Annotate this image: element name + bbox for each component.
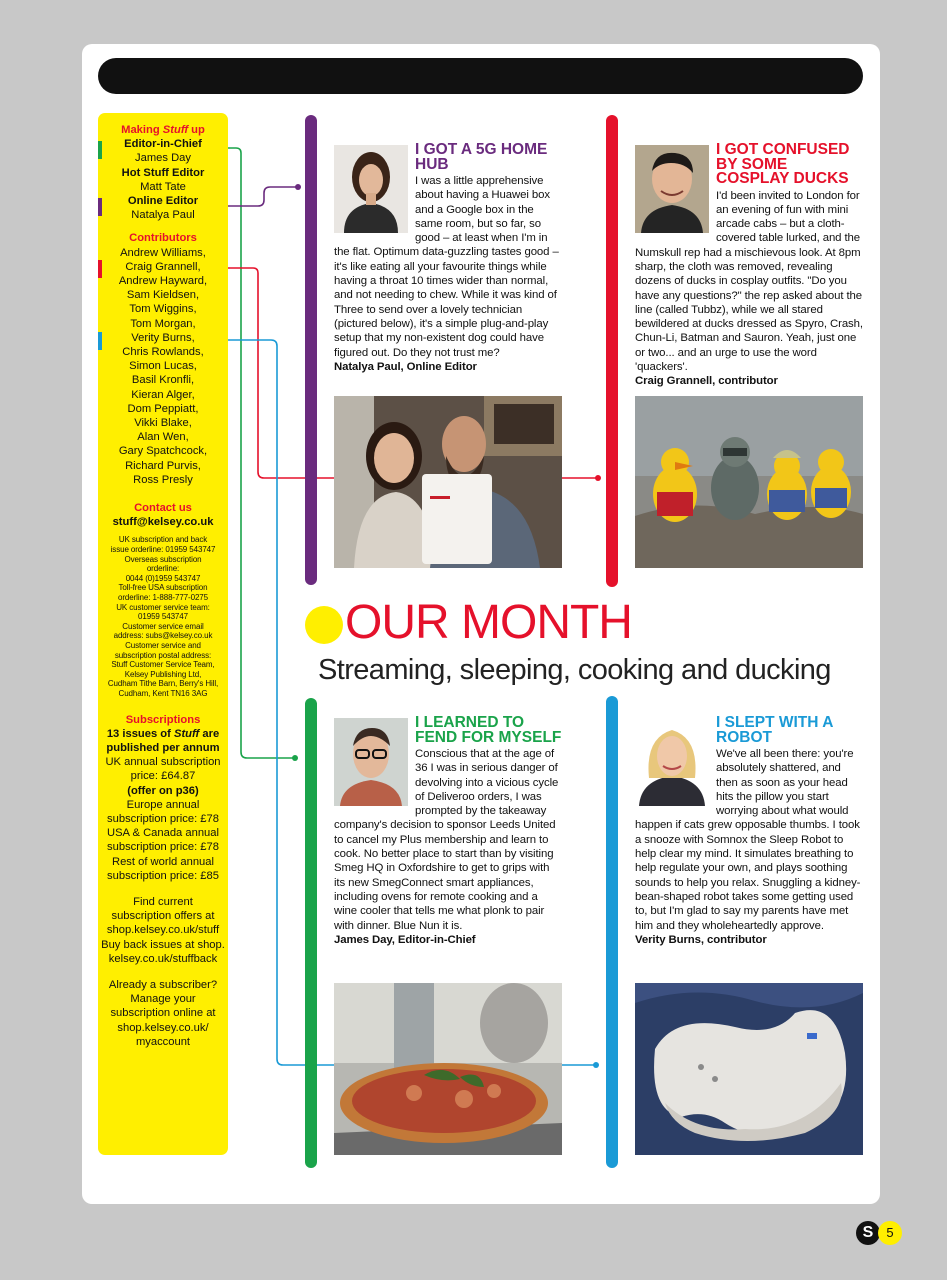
online-editor-title: Online Editor xyxy=(127,195,199,208)
already-subscriber-text: Already a subscriber? Manage your subscription online at shop.kelsey.co.uk/ myaccount xyxy=(108,979,218,1048)
green-column-bar xyxy=(305,698,317,1168)
subs-international-prices: Europe annual subscription price: £78 USA & Canada annual subscription price: £78 Rest of world annual subscription price: £85 xyxy=(107,798,219,882)
contributors-list: Andrew Williams, Craig Grannell, Andrew Hayward, Sam Kieldsen, Tom Wiggins, Tom Morgan, Verity Burns, Chris Rowlands, Simon Lucas, Basil Kronfli, Kieran Alger, Dom Peppiatt, Vikki Blake, Alan Wen, Gary Spatchcock, Richard Purvis, Ross Presly xyxy=(118,246,208,486)
subs-offer: (offer on p36) xyxy=(127,784,199,797)
masthead-sidebar xyxy=(98,113,228,1155)
article-body: We've all been there: you're absolutely shattered, and then as soon as your head hits the pillow you start worrying about what would happen if cats grew opposable thumbs. I took a snooze with Somnox the Sleep Robot to help clear my mind. It simulates breathing to help regulate your own, and plays soothing sounds to help you relax. Snuggling a kidney-bean-shaped robot takes some getting used to, but I'm glad to say my parents have met him and they wholeheartedly approve. xyxy=(635,748,861,932)
contact-heading: Contact us xyxy=(134,502,192,515)
blue-tab-marker xyxy=(98,332,102,350)
craig-portrait xyxy=(635,145,709,233)
article-title: I SLEPT WITH A ROBOT xyxy=(716,714,833,746)
article-body: I'd been invited to London for an evening of fun with mini arcade cabs – but a cloth-covered table lurked, and the Numskull rep had a mischievous look. At 8pm sharp, the cloth was removed, revealing dozens of ducks in cosplay outfits. "Do you have any questions?" the rep asked about the line (called Tubbz), while we all stared bewildered at ducks dressed as Spyro, Crash, Chun-Li, Batman and Sauron. Yeah, just one or two... and an urge to use the word 'quackers'. xyxy=(635,189,863,374)
purple-column-bar xyxy=(305,115,317,585)
article-learned-to-fend xyxy=(334,716,562,947)
page-number-badge: 5 xyxy=(878,1221,902,1245)
online-editor-name: Natalya Paul xyxy=(131,209,195,222)
pizza-photo xyxy=(334,983,562,1155)
subs-issues-line: 13 issues of Stuff are xyxy=(106,727,220,740)
article-byline: Craig Grannell, contributor xyxy=(635,375,778,388)
article-title: I GOT CONFUSED BY SOME COSPLAY DUCKS xyxy=(716,141,850,187)
sleep-robot-photo xyxy=(635,983,863,1155)
article-byline: Verity Burns, contributor xyxy=(635,933,767,946)
subscriptions-heading: Subscriptions xyxy=(125,713,201,726)
article-cosplay-ducks xyxy=(635,143,863,389)
james-portrait xyxy=(334,718,408,806)
contact-small-print: UK subscription and back issue orderline: 01959 543747 Overseas subscription orderline: 0044 (0)1959 543747 Toll-free USA subscription orderline: 1-888-777-0275 UK customer service team: 01959 543747 Customer service email address: subs@kelsey.co.uk Customer service and subscription postal address: Stuff Customer Service Team, Kelsey Publishing Ltd, Cudham Tithe Barn, Berry's Hill, Cudham, Kent TN16 3AG xyxy=(107,535,219,698)
section-title: OUR MONTH xyxy=(345,596,632,649)
red-column-bar xyxy=(606,115,618,587)
article-5g-home-hub xyxy=(334,143,562,374)
selfie-with-5g-hub-photo xyxy=(334,396,562,568)
purple-tab-marker xyxy=(98,198,102,216)
contact-email[interactable]: stuff@kelsey.co.uk xyxy=(112,516,214,529)
green-tab-marker xyxy=(98,141,102,159)
section-subtitle: Streaming, sleeping, cooking and ducking xyxy=(318,654,831,686)
hot-stuff-editor-title: Hot Stuff Editor xyxy=(121,166,205,179)
article-slept-with-robot xyxy=(635,716,863,947)
making-stuff-up-heading: Making Stuff up xyxy=(121,124,205,136)
verity-portrait xyxy=(635,718,709,806)
article-body: Conscious that at the age of 36 I was in serious danger of devolving into a vicious cycle of Deliveroo orders, I was prompted by the takeaway company's decision to sponsor Leeds United to cancel my Plus membership and learn to cook. No better place to start than by visiting Smeg HQ in Oxfordshire to get to grips with its new SmegConnect smart appliances, including ovens for remote cooking and a wine cooler that tells me what plonk to pair with dinner. Blue Nun it is. xyxy=(334,748,559,932)
top-banner-bar xyxy=(98,58,863,94)
article-title: I GOT A 5G HOME HUB xyxy=(415,141,548,173)
article-byline: Natalya Paul, Online Editor xyxy=(334,360,477,373)
editor-in-chief-name: James Day xyxy=(135,152,191,165)
natalya-portrait xyxy=(334,145,408,233)
hot-stuff-editor-name: Matt Tate xyxy=(140,180,186,193)
subs-published-line: published per annum xyxy=(106,741,220,754)
find-offers-text: Find current subscription offers at shop.kelsey.co.uk/stuff Buy back issues at shop. kelsey.co.uk/stuffback xyxy=(101,896,225,965)
article-title: I LEARNED TO FEND FOR MYSELF xyxy=(415,714,562,746)
heading-dot xyxy=(305,606,343,644)
subs-uk: UK annual subscription xyxy=(105,756,221,769)
contributors-heading: Contributors xyxy=(129,232,197,245)
subs-uk-price: price: £64.87 xyxy=(130,770,196,783)
blue-column-bar xyxy=(606,696,618,1168)
cosplay-ducks-photo xyxy=(635,396,863,568)
editor-in-chief-title: Editor-in-Chief xyxy=(124,138,202,151)
article-body: I was a little apprehensive about having a Huawei box and a Google box in the same room, but so far, so good – at least when I'm in the flat. Optimum data-guzzling tastes good – it's like eating all your favourite things while having a throat 10 times wider than normal, and not needing to chew. While it was kind of Three to send over a lovely technician (pictured below), it's a simple plug-and-play setup that my non-existent dog could have figured out. Do they not trust me? xyxy=(334,175,559,359)
red-tab-marker xyxy=(98,260,102,278)
article-byline: James Day, Editor-in-Chief xyxy=(334,933,476,946)
stuff-logo-badge: S xyxy=(856,1221,880,1245)
page-number xyxy=(856,1221,902,1245)
